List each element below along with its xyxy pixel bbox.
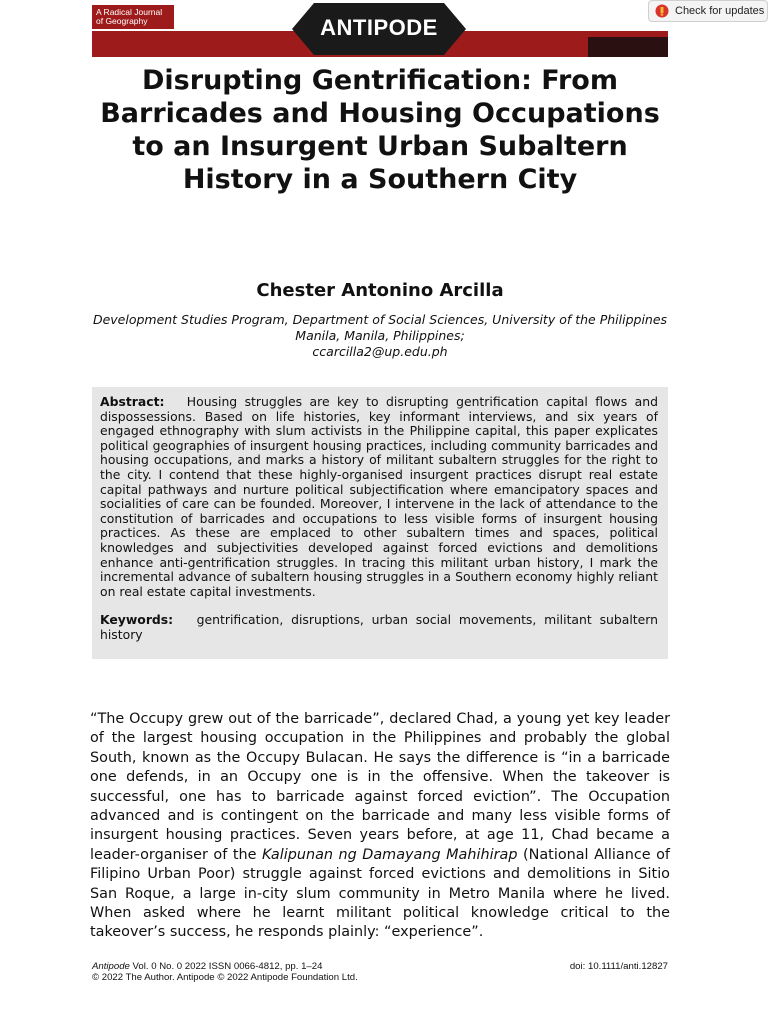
abstract-label: Abstract: bbox=[100, 394, 165, 409]
check-for-updates-button[interactable] bbox=[648, 0, 768, 22]
author-email[interactable]: ccarcilla2@up.edu.ph bbox=[312, 344, 448, 359]
footer-volume: Vol. 0 No. 0 2022 ISSN 0066-4812, pp. 1–24 bbox=[129, 961, 323, 972]
affiliation-line2: Manila, Manila, Philippines; bbox=[295, 328, 465, 343]
footer-doi[interactable]: doi: 10.1111/anti.12827 bbox=[569, 961, 668, 972]
article-title: Disrupting Gentrification: From Barricades and Housing Occupations to an Insurgent Urban Subaltern History in a Southern City bbox=[100, 65, 660, 195]
abstract bbox=[100, 395, 658, 599]
author-affiliation bbox=[92, 312, 668, 360]
journal-tagline-line2: of Geography bbox=[96, 16, 148, 26]
check-for-updates-label: Check for updates bbox=[675, 5, 765, 17]
keywords-label: Keywords: bbox=[100, 612, 174, 628]
author-name: Chester Antonino Arcilla bbox=[256, 280, 504, 301]
page-footer bbox=[92, 961, 668, 983]
banner-dark-block bbox=[588, 37, 668, 57]
organisation-name: Kalipunan ng Damayang Mahihirap bbox=[261, 846, 518, 863]
keywords bbox=[100, 613, 658, 642]
body-text-start: “The Occupy grew out of the barricade”, declared Chad, a young yet key leader of the largest housing occupation in the Philippines and probably the global South, known as the Occupy Bulacan. He says the difference is “in a barricade one defends, in an Occupy one is in the offensive. When the takeover is successful, one has to barricade against forced eviction”. The Occupation advanced and is contingent on the barricade and many less visible forms of insurgent housing practices. Seven years before, at age 11, Chad became a leader-organiser of the bbox=[90, 711, 670, 863]
abstract-box bbox=[92, 387, 668, 659]
body-text-end: (National Alliance of Filipino Urban Poor) struggle against forced evictions and demolitions in Sitio San Roque, a large in-city slum community in Metro Manila where he lived. When asked where he learnt militant political knowledge critical to the takeover’s success, he responds plainly: “experience”. bbox=[90, 846, 670, 941]
keywords-text: gentrification, disruptions, urban social movements, militant subaltern history bbox=[100, 612, 658, 642]
footer-journal: Antipode bbox=[92, 961, 130, 972]
journal-name: ANTIPODE bbox=[320, 15, 438, 40]
journal-tagline-line1: A Radical Journal bbox=[96, 7, 163, 17]
journal-tagline bbox=[92, 5, 174, 29]
crossmark-icon bbox=[655, 4, 669, 18]
footer-citation bbox=[92, 961, 322, 972]
affiliation-line1: Development Studies Program, Department of Social Sciences, University of the Philippines bbox=[92, 312, 668, 327]
abstract-text: Housing struggles are key to disrupting gentrification capital flows and dispossessions. Based on life histories, key informant interviews, and six years of engaged ethnography with slum activists in the Philippine capital, this paper explicates political geographies of insurgent housing practices, including community barricades and housing occupations, and marks a history of militant subaltern struggles for the right to the city. I contend that these highly-organised insurgent practices disrupt real estate capital pathways and nurture political subjectification where emancipatory spaces and socialities of care can be founded. Moreover, I intervene in the lack of attendance to the constitution of barricades and occupations to less visible forms of insurgent housing practices. As these are emplaced to other subaltern times and spaces, political knowledges and subjectivities developed against forced evictions and demolitions enhance anti-gentrification struggles. In tracing this militant urban history, I mark the incremental advance of subaltern housing struggles in a Southern economy highly reliant on real estate capital investments. bbox=[100, 394, 658, 599]
journal-banner bbox=[92, 3, 668, 55]
footer-copyright: © 2022 The Author. Antipode © 2022 Antipode Foundation Ltd. bbox=[92, 972, 358, 983]
body-paragraph bbox=[90, 710, 670, 943]
